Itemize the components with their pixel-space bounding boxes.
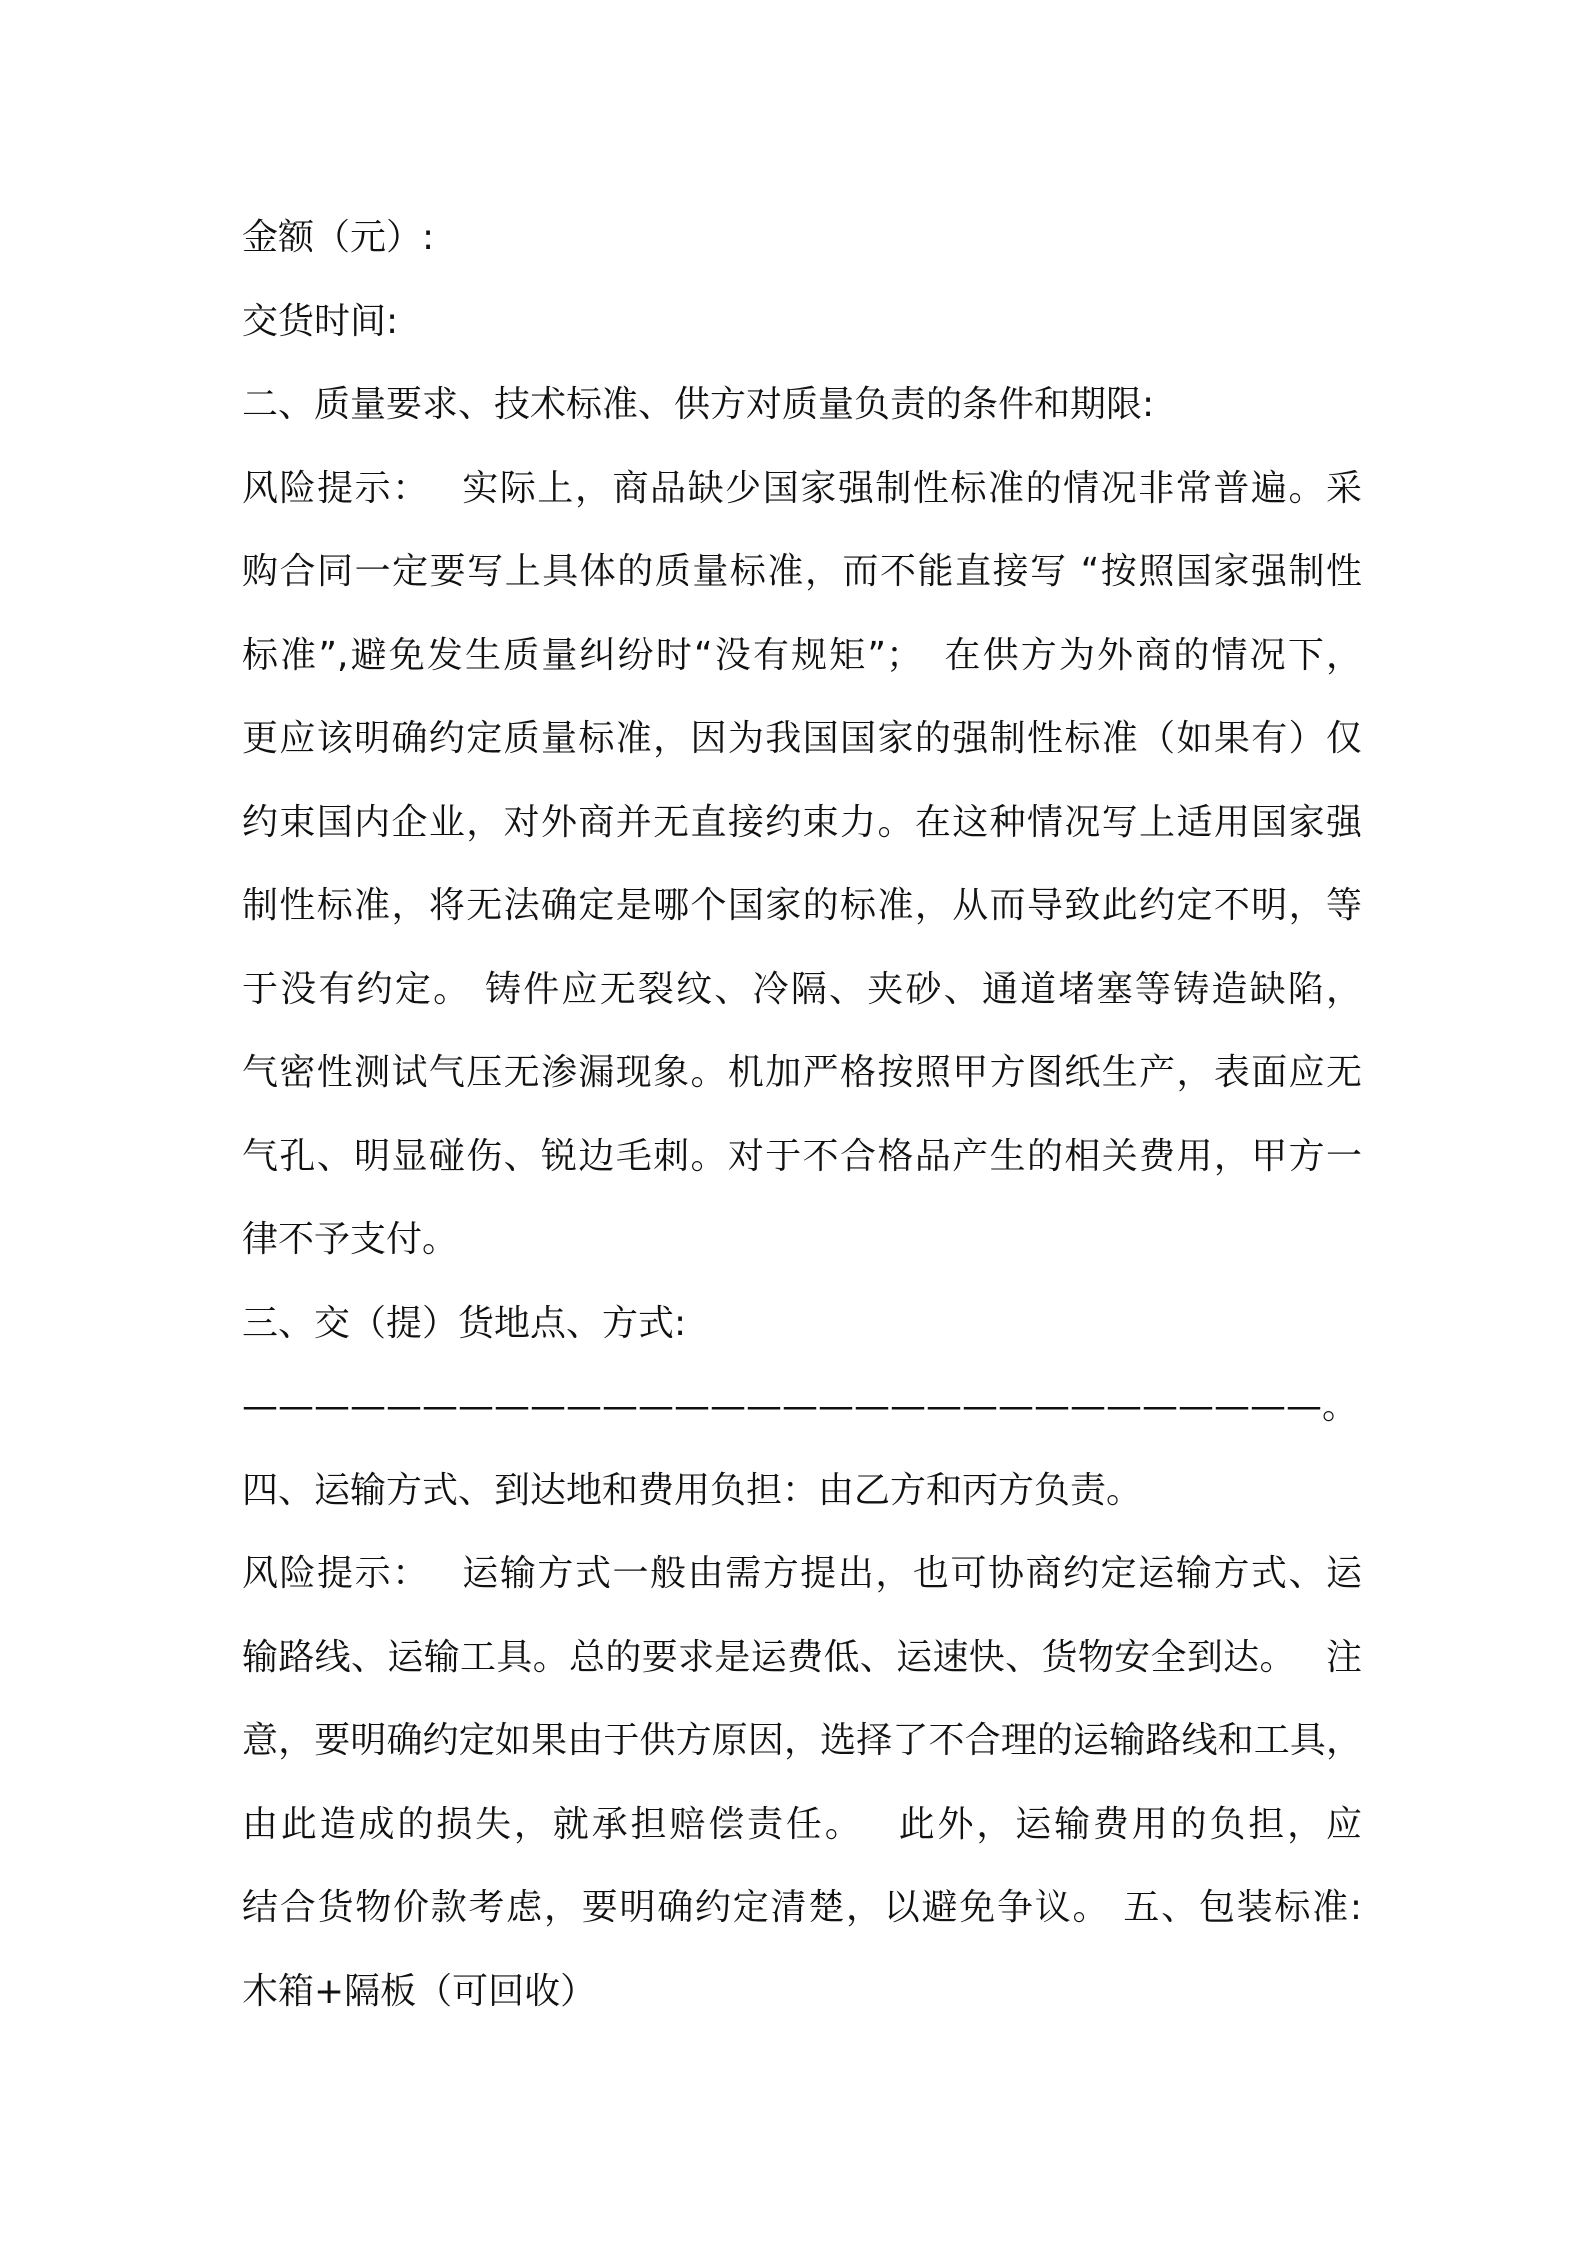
risk-note-transport-line: 输路线、运输工具。总的要求是运费低、运速快、货物安全到达。 注 — [242, 1636, 1362, 1678]
section-3-heading: 三、交（提）货地点、方式: — [242, 1302, 687, 1344]
risk-note-quality-line: 更应该明确约定质量标准，因为我国国家的强制性标准（如果有）仅 — [242, 718, 1362, 759]
casting-requirement-line: 于没有约定。 铸件应无裂纹、冷隔、夹砂、通道堵塞等铸造缺陷， — [242, 968, 1362, 1010]
risk-note-quality-line: 标准”,避免发生质量纠纷时“没有规矩”； 在供方为外商的情况下， — [242, 634, 1362, 676]
risk-note-quality-line: 约束国内企业，对外商并无直接约束力。在这种情况写上适用国家强 — [242, 801, 1362, 843]
blank-fill-line: ——————————————————————————————。 — [242, 1386, 1358, 1427]
risk-note-transport-line: 风险提示： 运输方式一般由需方提出，也可协商约定运输方式、运 — [242, 1553, 1362, 1594]
casting-requirement-line: 律不予支付。 — [242, 1219, 459, 1260]
risk-note-transport-line: 结合货物价款考虑，要明确约定清楚，以避免争议。 五、包装标准: — [242, 1887, 1362, 1928]
risk-note-quality-line: 制性标准，将无法确定是哪个国家的标准，从而导致此约定不明，等 — [242, 885, 1362, 926]
risk-note-quality-line: 风险提示： 实际上，商品缺少国家强制性标准的情况非常普遍。采 — [242, 467, 1362, 509]
risk-note-quality-line: 购合同一定要写上具体的质量标准，而不能直接写 “按照国家强制性 — [242, 551, 1362, 592]
risk-note-transport-line: 意，要明确约定如果由于供方原因，选择了不合理的运输路线和工具， — [242, 1720, 1362, 1761]
document-body — [242, 196, 1362, 2033]
packaging-standard-line: 木箱+隔板（可回收） — [242, 1970, 597, 2012]
risk-note-transport-line: 由此造成的损失，就承担赔偿责任。 此外，运输费用的负担，应 — [242, 1803, 1362, 1845]
casting-requirement-line: 气孔、明显碰伤、锐边毛刺。对于不合格品产生的相关费用，甲方一 — [242, 1135, 1362, 1177]
section-4-heading: 四、运输方式、到达地和费用负担：由乙方和丙方负责。 — [242, 1469, 1143, 1511]
section-2-heading: 二、质量要求、技术标准、供方对质量负责的条件和期限: — [242, 384, 1155, 425]
amount-line: 金额（元）: — [242, 217, 435, 258]
delivery-time-line: 交货时间: — [242, 300, 399, 342]
casting-requirement-line: 气密性测试气压无渗漏现象。机加严格按照甲方图纸生产，表面应无 — [242, 1052, 1362, 1093]
